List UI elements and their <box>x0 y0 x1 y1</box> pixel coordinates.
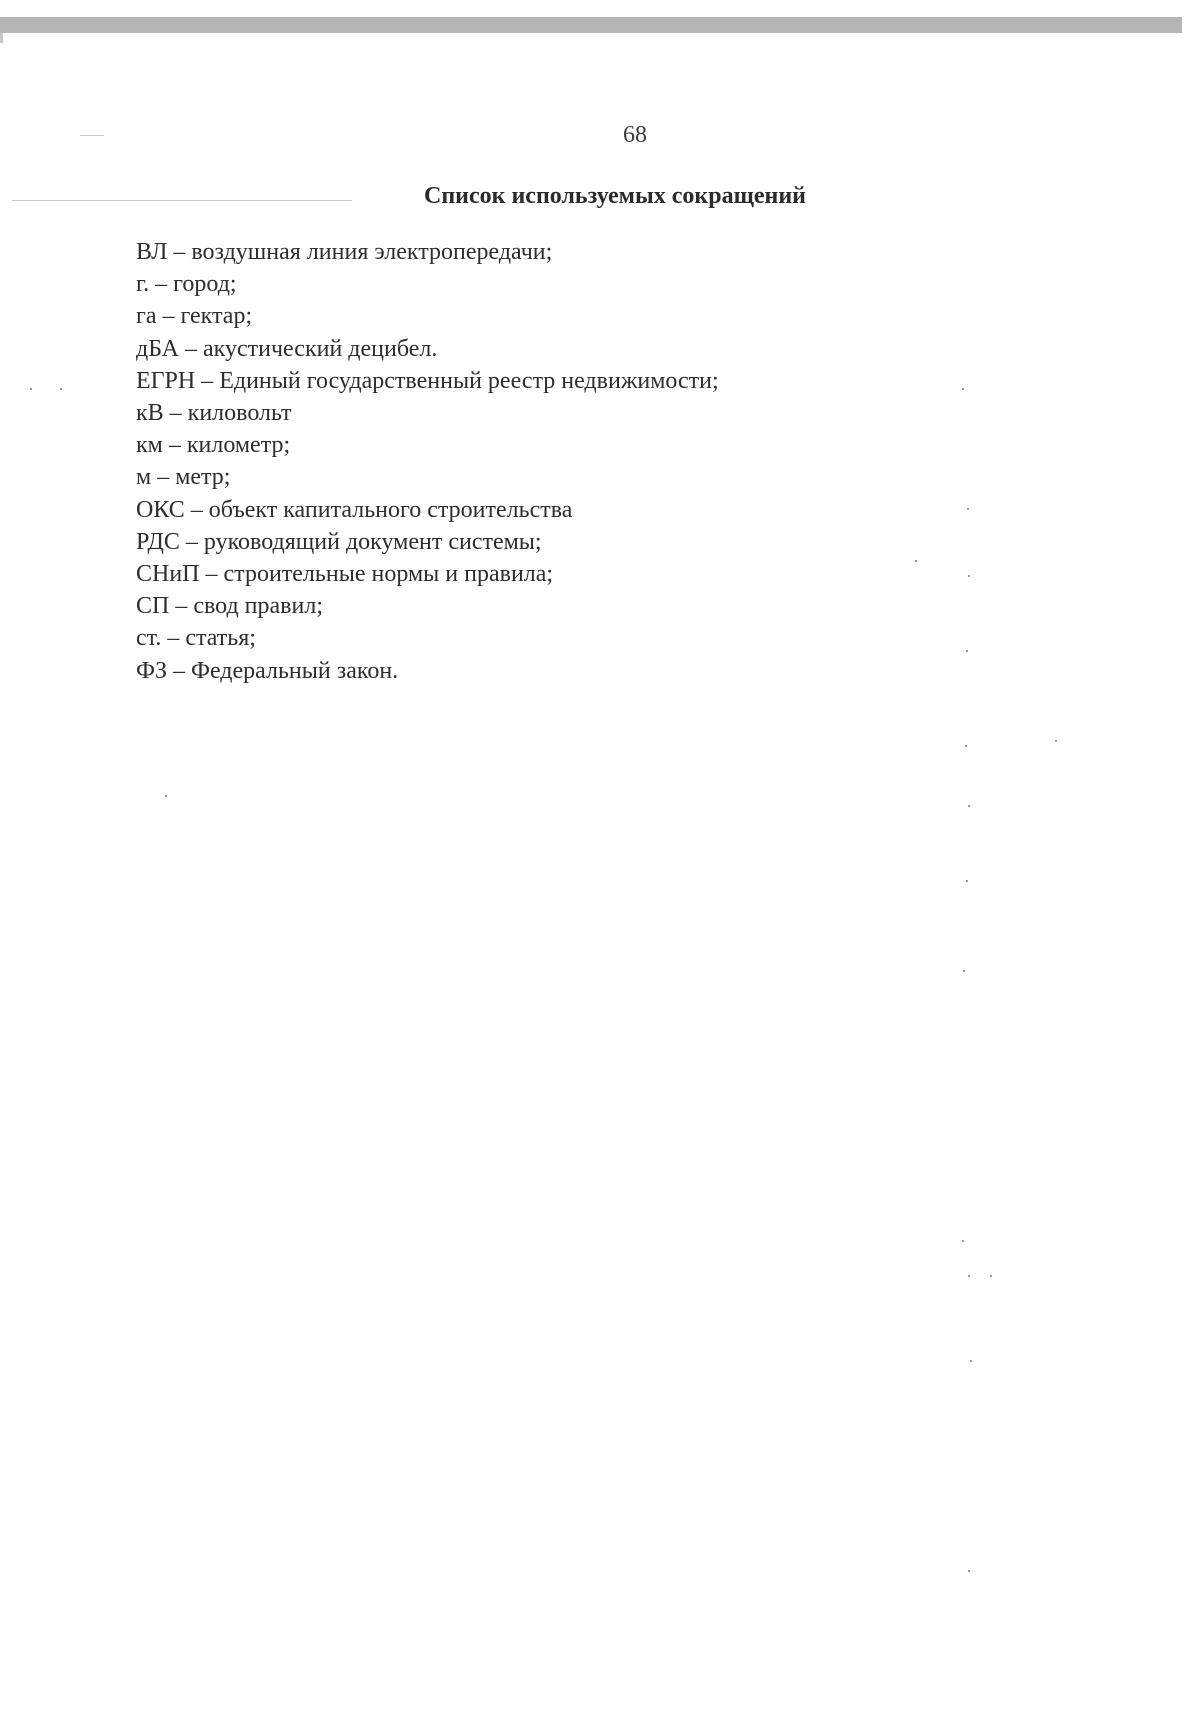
list-item: м – метр; <box>136 464 231 491</box>
scan-artifact-speck <box>968 805 970 807</box>
scan-artifact-speck <box>968 575 970 577</box>
page-number: 68 <box>623 122 647 148</box>
list-item: ст. – статья; <box>136 625 256 652</box>
list-item: ВЛ – воздушная линия электропередачи; <box>136 239 553 265</box>
list-item: ЕГРН – Единый государственный реестр недвижимости; <box>136 367 719 394</box>
list-item: км – километр; <box>136 432 291 459</box>
list-item: дБА – акустический децибел. <box>136 335 438 362</box>
scan-artifact-speck <box>30 388 32 390</box>
list-item: г. – город; <box>136 271 237 298</box>
list-item: СНиП – строительные нормы и правила; <box>136 561 554 588</box>
scan-edge-corner <box>0 33 3 43</box>
scan-artifact-speck <box>968 1570 970 1572</box>
list-item: ОКС – объект капитального строительства <box>136 496 573 523</box>
scan-artifact-speck <box>915 560 917 562</box>
abbreviation-list <box>136 236 719 687</box>
scan-artifact-speck <box>966 880 968 882</box>
list-item: кВ – киловольт <box>136 400 292 427</box>
scan-artifact-speck <box>968 1275 970 1277</box>
scan-artifact-speck <box>962 1240 964 1242</box>
scan-artifact-line <box>80 135 104 136</box>
scan-artifact-speck <box>966 650 968 652</box>
scan-artifact-speck <box>1055 740 1057 742</box>
scan-artifact-speck <box>165 795 167 797</box>
list-item: ФЗ – Федеральный закон. <box>136 657 399 684</box>
scan-artifact-speck <box>60 388 62 390</box>
scan-artifact-line <box>12 200 352 201</box>
scan-artifact-speck <box>962 388 964 390</box>
scan-artifact-speck <box>965 745 967 747</box>
page-title: Список используемых сокращений <box>424 183 806 209</box>
scan-artifact-speck <box>990 1275 992 1277</box>
scan-edge-bar <box>0 17 1182 33</box>
scan-artifact-speck <box>970 1360 972 1362</box>
list-item: РДС – руководящий документ системы; <box>136 528 542 555</box>
list-item: СП – свод правил; <box>136 593 323 620</box>
scan-artifact-speck <box>963 970 965 972</box>
scan-artifact-speck <box>967 508 969 510</box>
list-item: га – гектар; <box>136 303 253 330</box>
